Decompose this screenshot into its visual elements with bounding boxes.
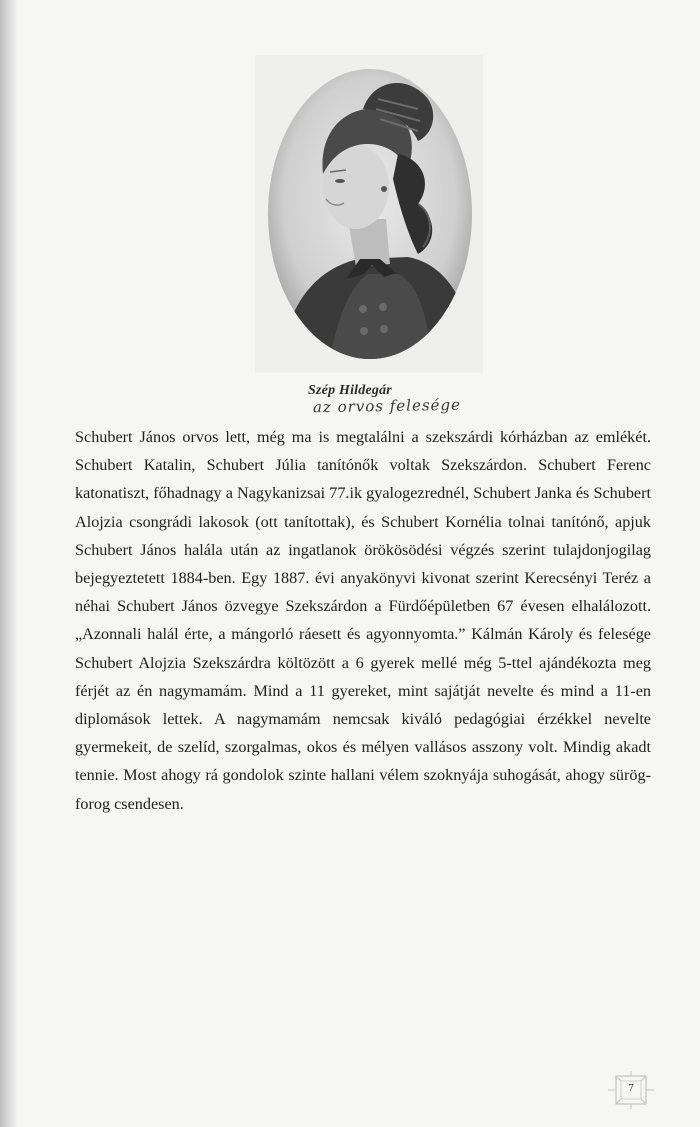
portrait-photo <box>255 55 483 373</box>
handwritten-note: az orvos felesége <box>312 395 462 417</box>
body-paragraph: Schubert János orvos lett, még ma is megtalálni a szekszárdi kórházban az emlékét. Schubert Katalin, Schubert Júlia tanítónők voltak Szekszárdon. Schubert Ferenc katonatiszt, főhadnagy a Nagykanizsai 77.ik gyalogezrednél, Schubert Janka és Schubert Alojzia csongrádi lakosok (ott tanítottak), és Schubert Kornélia tolnai tanítónő, apjuk Schubert János halála után az ingatlanok örökösödési végzés szerint tulajdonjogilag bejegyeztetett 1884-ben. Egy 1887. évi anyakönyvi kivonat szerint Kerecsényi Teréz a néhai Schubert János özvegye Szekszárdon a Fürdőépületben 67 évesen elhalálozott. „Azonnali halál érte, a mángorló ráesett és agyonnyomta.” Kálmán Károly és felesége Schubert Alojzia Szekszárdra költözött a 6 gyerek mellé még 5-ttel ajándékozta meg férjét az én nagymamám. Mind a 11 gyereket, mint sajátját nevelte és mind a 11-en diplomások lettek. A nagymamám nemcsak kiváló pedagógiai érzékkel nevelte gyermekeit, de szelíd, szorgalmas, okos és mélyen vallásos asszony volt. Mindig akadt tennie. Most ahogy rá gondolok szinte hallani vélem szoknyája suhogását, ahogy sürög-forog csendesen. <box>75 428 651 813</box>
portrait-image <box>268 69 472 359</box>
photo-caption: Szép Hildegár <box>308 383 392 398</box>
page-number-ornament <box>604 1070 658 1110</box>
page-number: 7 <box>628 1082 634 1094</box>
page-edge-shadow <box>0 0 18 1127</box>
